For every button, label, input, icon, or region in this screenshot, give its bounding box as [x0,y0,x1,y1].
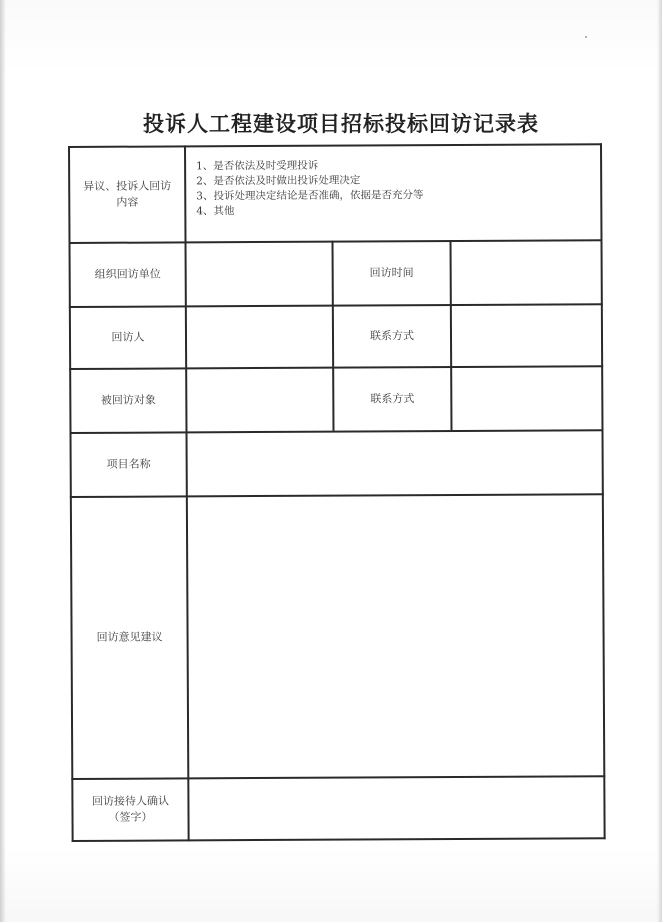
visitor-label: 回访人 [111,330,145,344]
revisit-content-items [196,158,423,219]
visitee-label: 被回访对象 [100,393,156,407]
visitor-value-cell[interactable] [187,306,332,368]
revisit-content-label [70,147,184,242]
confirm-label-line2: （签字） [108,810,153,824]
project-name-value-cell[interactable] [188,430,602,495]
organizer-value-cell[interactable] [187,242,332,306]
document-title: 投诉人工程建设项目招标投标回访记录表 [143,112,539,136]
project-name-label: 项目名称 [106,457,151,471]
organizer-label: 组织回访单位 [94,267,161,281]
revisit-content-item-1: 1、是否依法及时受理投诉 [196,159,319,173]
opinion-label: 回访意见建议 [96,630,163,644]
scan-edge-left [0,0,6,922]
revisit-time-label: 回访时间 [369,265,414,279]
opinion-value-cell[interactable] [188,494,603,777]
visitee-contact-value-cell[interactable] [452,366,601,430]
scan-edge-right [657,0,662,922]
revisit-content-item-2: 2、是否依法及时做出投诉处理决定 [196,174,361,188]
revisit-content-label-line2: 内容 [116,195,139,209]
visitee-value-cell[interactable] [187,368,332,432]
revisit-content-label-line1: 异议、投诉人回访 [83,179,172,193]
confirm-label [73,778,187,840]
visitee-contact-label: 联系方式 [370,391,415,405]
visitor-contact-value-cell[interactable] [452,304,601,366]
revisit-content-item-4: 4、其他 [196,205,235,218]
confirm-label-line1: 回访接待人确认 [91,793,169,808]
scan-speck [585,36,587,38]
revisit-time-value-cell[interactable] [452,240,601,304]
revisit-record-form [68,143,606,842]
confirm-signature-cell[interactable] [189,776,603,839]
visitor-contact-label: 联系方式 [369,328,415,342]
revisit-content-item-3: 3、投诉处理决定结论是否准确，依据是否充分等 [196,189,424,203]
